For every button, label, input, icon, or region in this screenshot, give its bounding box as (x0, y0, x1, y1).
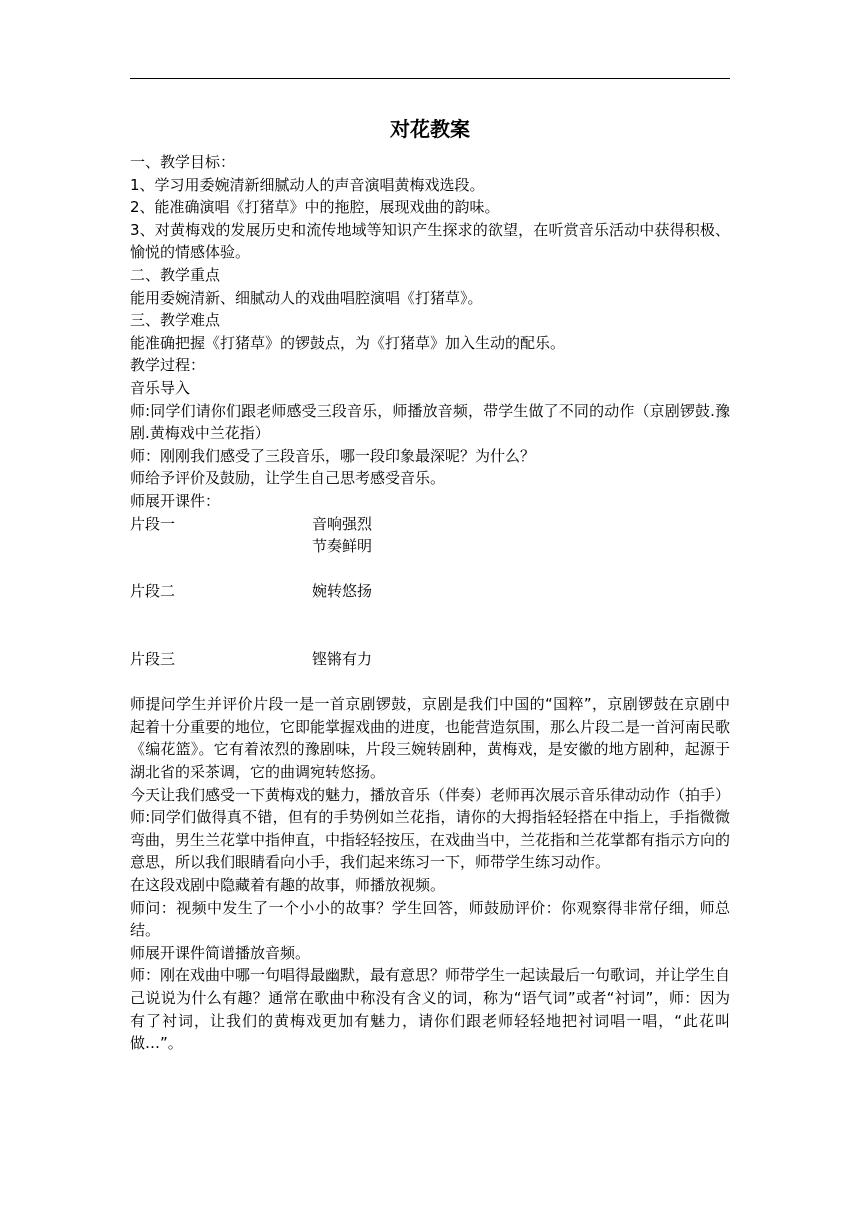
header-rule (130, 78, 730, 79)
difficulty-text: 能准确把握《打猪草》的锣鼓点，为《打猪草》加入生动的配乐。 (130, 333, 566, 352)
body-paragraph: 师:同学们做得真不错，但有的手势例如兰花指，请你的大拇指轻轻搭在中指上，手指微微弯曲，男生兰花掌中指伸直，中指轻轻按压，在戏曲当中，兰花指和兰花掌都有指示方向的意思，所以我们眼睛看向小手，我们起来练习一下，师带学生练习动作。 (130, 808, 731, 872)
document-title: 对花教案 (390, 117, 470, 141)
process-paragraph: 师给予评价及鼓励，让学生自己思考感受音乐。 (130, 469, 446, 488)
body-paragraph: 今天让我们感受一下黄梅戏的魅力，播放音乐（伴奏）老师再次展示音乐律动动作（拍手） (130, 785, 731, 804)
segment-row (130, 580, 730, 603)
segment-desc: 铿锵有力 (312, 650, 373, 669)
body-paragraph: 师提问学生并评价片段一是一首京剧锣鼓，京剧是我们中国的“国粹”，京剧锣鼓在京剧中起着十分重要的地位，它即能掌握戏曲的进度，也能营造氛围，那么片段二是一首河南民歌《编花篮》。它有着浓烈的豫剧味，片段三婉转剧种，黄梅戏，是安徽的地方剧种，起源于湖北省的采茶调，它的曲调宛转悠扬。 (130, 695, 731, 782)
objective-item: 3、对黄梅戏的发展历史和流传地域等知识产生探求的欲望，在听赏音乐活动中获得积极、愉悦的情感体验。 (130, 220, 730, 262)
objective-item: 2、能准确演唱《打猪草》中的拖腔，展现戏曲的韵味。 (130, 198, 500, 217)
document-body (130, 151, 730, 1055)
body-paragraph: 师：刚在戏曲中哪一句唱得最幽默，最有意思？师带学生一起读最后一句歌词，并让学生自己说说为什么有趣？通常在歌曲中称没有含义的词，称为“语气词”或者“衬词”，师：因为有了衬词，让我们的黄梅戏更加有魅力，请你们跟老师轻轻地把衬词唱一唱，“此花叫做…”。 (130, 966, 731, 1053)
key-point-text: 能用委婉清新、细腻动人的戏曲唱腔演唱《打猪草》。 (130, 288, 483, 307)
segment-label: 片段一 (130, 514, 176, 533)
process-heading: 教学过程： (130, 356, 206, 375)
segment-row (130, 648, 730, 671)
blank-line (130, 625, 730, 648)
segment-row (130, 513, 730, 536)
intro-heading: 音乐导入 (130, 378, 191, 397)
segment-desc: 节奏鲜明 (312, 537, 373, 556)
segment-label: 片段三 (130, 650, 176, 669)
difficulty-heading: 三、教学难点 (130, 311, 221, 330)
segment-desc: 婉转悠扬 (312, 582, 373, 601)
body-paragraph: 在这段戏剧中隐藏着有趣的故事，师播放视频。 (130, 876, 446, 894)
segment-label: 片段二 (130, 582, 176, 601)
key-point-heading: 二、教学重点 (130, 265, 221, 284)
blank-line (130, 603, 730, 626)
objective-item: 1、学习用委婉清新细腻动人的声音演唱黄梅戏选段。 (130, 175, 485, 194)
process-paragraph: 师：刚刚我们感受了三段音乐，哪一段印象最深呢？为什么？ (130, 446, 536, 465)
segment-desc: 音响强烈 (312, 514, 373, 533)
blank-line (130, 671, 730, 694)
body-paragraph: 师问：视频中发生了一个小小的故事？学生回答，师鼓励评价：你观察得非常仔细，师总结。 (130, 898, 730, 940)
blank-line (130, 558, 730, 581)
process-paragraph: 师:同学们请你们跟老师感受三段音乐，师播放音频，带学生做了不同的动作（京剧锣鼓.豫剧.黄梅戏中兰花指） (130, 401, 730, 443)
objectives-heading: 一、教学目标： (130, 153, 236, 171)
process-paragraph: 师展开课件： (130, 491, 221, 510)
body-paragraph: 师展开课件简谱播放音频。 (130, 943, 311, 962)
segment-row (130, 535, 730, 558)
